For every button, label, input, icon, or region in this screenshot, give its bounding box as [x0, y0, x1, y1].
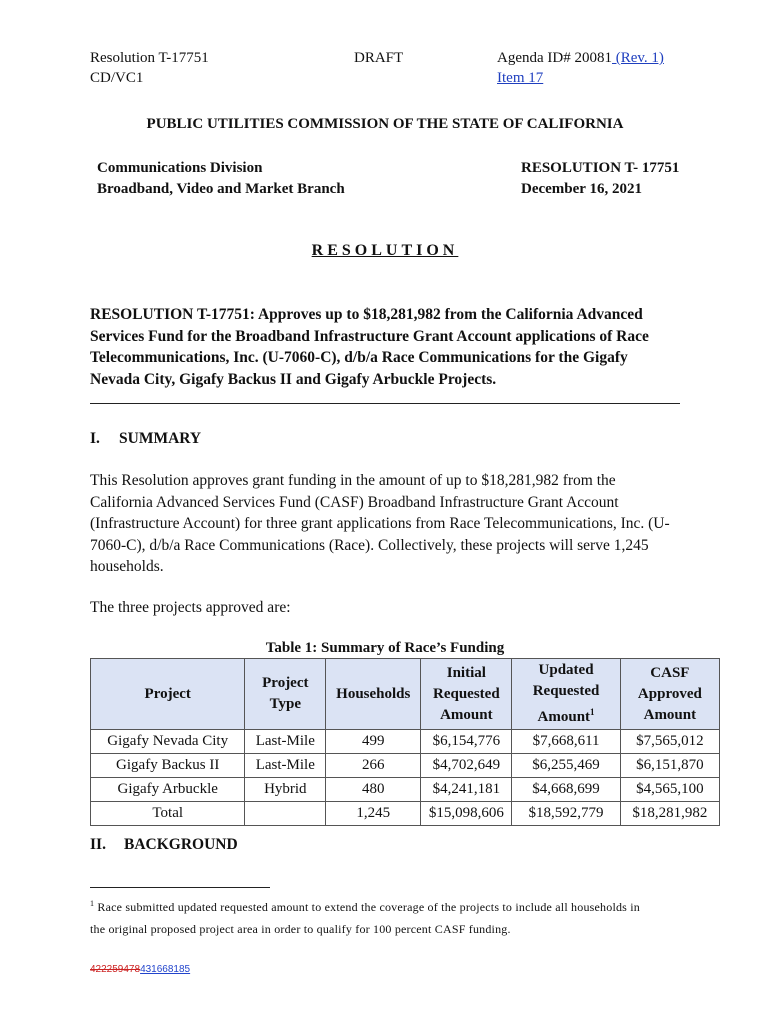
cell-households: 266	[326, 754, 421, 778]
commission-title: PUBLIC UTILITIES COMMISSION OF THE STATE OF CALIFORNIA	[146, 116, 624, 132]
projects-lead-in: The three projects approved are:	[90, 599, 291, 616]
division-code: CD/VC1	[90, 70, 144, 86]
from-division: Communications Division	[97, 160, 263, 176]
table-row	[91, 778, 720, 802]
cell-type: Hybrid	[245, 778, 326, 802]
cell-households: 1,245	[326, 802, 421, 826]
cell-project: Gigafy Backus II	[91, 754, 245, 778]
separator-rule	[90, 403, 680, 404]
agenda-id	[497, 48, 664, 68]
from-branch: Broadband, Video and Market Branch	[97, 181, 345, 197]
cell-initial: $4,241,181	[421, 778, 512, 802]
cell-approved: $7,565,012	[620, 730, 719, 754]
draft-label: DRAFT	[354, 50, 404, 66]
footnote-separator	[90, 887, 270, 888]
cell-type: Last-Mile	[245, 754, 326, 778]
cell-updated: $18,592,779	[512, 802, 620, 826]
cell-households: 499	[326, 730, 421, 754]
updated-footnote-ref: 1	[590, 707, 595, 717]
resolution-number: RESOLUTION T- 17751	[521, 160, 680, 176]
col-header-type: Project Type	[245, 659, 326, 730]
cell-approved: $4,565,100	[620, 778, 719, 802]
cell-approved: $6,151,870	[620, 754, 719, 778]
cell-type: Last-Mile	[245, 730, 326, 754]
footnote	[90, 893, 650, 940]
doc-number-deleted: 422259478	[90, 964, 141, 975]
cell-initial: $15,098,606	[421, 802, 512, 826]
resolution-id: Resolution T-17751	[90, 50, 209, 66]
agenda-id-text: Agenda ID# 20081	[497, 50, 612, 66]
cell-project: Gigafy Arbuckle	[91, 778, 245, 802]
funding-table	[90, 658, 720, 826]
cell-updated: $7,668,611	[512, 730, 620, 754]
cell-updated: $4,668,699	[512, 778, 620, 802]
table-header-row	[91, 659, 720, 730]
col-header-approved: CASF Approved Amount	[620, 659, 719, 730]
footnote-marker: 1	[90, 899, 95, 908]
col-header-project: Project	[91, 659, 245, 730]
cell-initial: $4,702,649	[421, 754, 512, 778]
section-1-title: SUMMARY	[119, 430, 202, 447]
section-2-title: BACKGROUND	[124, 836, 238, 853]
cell-project: Total	[91, 802, 245, 826]
resolution-heading: RESOLUTION	[311, 242, 459, 259]
col-header-updated	[512, 659, 620, 730]
cell-type	[245, 802, 326, 826]
resolution-summary-statement: RESOLUTION T-17751: Approves up to $18,281,982 from the California Advanced Services Fund for the Broadband Infrastructure Grant Account applications of Race Telecommunications, Inc. (U-7060-C), d/b/a Race Communications for the Gigafy Nevada City, Gigafy Backus II and Gigafy Arbuckle Projects.	[90, 306, 649, 388]
item-label: Item 17	[497, 70, 544, 86]
table-total-row	[91, 802, 720, 826]
document-number	[90, 964, 190, 975]
doc-number-inserted: 431668185	[140, 964, 191, 975]
cell-updated: $6,255,469	[512, 754, 620, 778]
agenda-revision: (Rev. 1)	[611, 50, 664, 66]
table-row	[91, 730, 720, 754]
cell-households: 480	[326, 778, 421, 802]
summary-paragraph: This Resolution approves grant funding in the amount of up to $18,281,982 from the California Advanced Services Fund (CASF) Broadband Infrastructure Grant Account (Infrastructure Account) for three grant applications from Race Telecommunications, Inc. (U-7060-C), d/b/a Race Communications (Race). Collectively, these projects will serve 1,245 households.	[90, 472, 670, 575]
cell-initial: $6,154,776	[421, 730, 512, 754]
updated-header-text: Updated Requested Amount	[532, 662, 600, 725]
table-caption: Table 1: Summary of Race’s Funding	[265, 640, 505, 656]
cell-project: Gigafy Nevada City	[91, 730, 245, 754]
table-row	[91, 754, 720, 778]
section-2-number: II.	[90, 836, 106, 853]
col-header-initial: Initial Requested Amount	[421, 659, 512, 730]
resolution-date: December 16, 2021	[521, 181, 642, 197]
section-1-number: I.	[90, 430, 100, 447]
col-header-households: Households	[326, 659, 421, 730]
cell-approved: $18,281,982	[620, 802, 719, 826]
footnote-text: Race submitted updated requested amount to extend the coverage of the projects to include all households in the original proposed project area in order to qualify for 100 percent CASF funding.	[90, 900, 640, 936]
